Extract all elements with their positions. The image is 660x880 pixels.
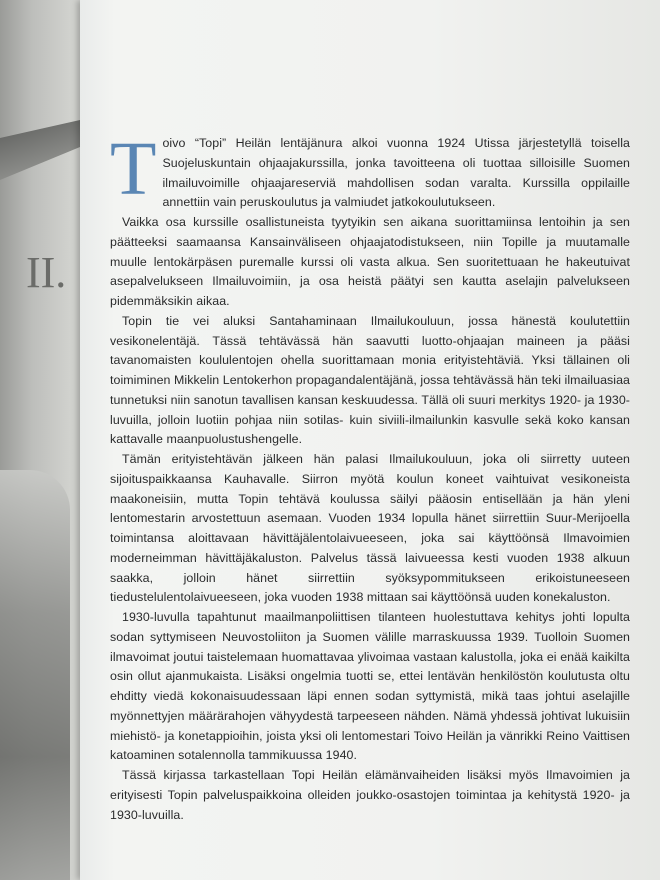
drop-cap: T <box>110 127 157 211</box>
article-body <box>110 127 630 825</box>
paragraph-5: 1930-luvulla tapahtunut maailmanpoliittisen tilanteen huolestuttava kehitys johti lopulta sodan syttymiseen Neuvostoliiton ja Suomen välille marraskuussa 1939. Tuolloin Suomen ilmavoimat joutui taistelemaan huomattavaa ylivoimaa vastaan kalustolla, joka ei enää kaikilta osin ollut ajanmukaista. Lisäksi ongelmia tuotti se, ettei lentävän henkilöstön koulutusta oltu ehditty viedä kokonaisuudessaan läpi ennen sodan syttymistä, mikä taas johtui aselajille myönnettyjen määrärahojen vähyydestä tarpeeseen nähden. Nämä yhdessä johtivat lukuisiin miehistö- ja konetappioihin, joista yksi oli lentomestari Toivo Heilän ja vänrikki Reino Vaittisen katoaminen sotalennolla tammikuussa 1940. <box>110 610 630 763</box>
paragraph-1 <box>110 127 630 213</box>
paragraph-2: Vaikka osa kurssille osallistuneista tyytyikin sen aikana suorittamiinsa lentoihin ja sen päätteeksi saamaansa Kansainväliseen ohjaajatodistukseen, niin Topille ja muutamalle muulle lentokärpäsen puremalle kurssi oli vasta alkua. Sen suoritettuaan he hakeutuivat asepalvelukseen Ilmailuvoimiin, ja osa heistä päätyi sen kautta aselajin palvelukseen pidemmäksikin aikaa. <box>110 215 630 308</box>
book-page <box>80 0 660 880</box>
aircraft-wing-image <box>0 120 80 180</box>
paragraph-1-text: oivo “Topi” Heilän lentäjänura alkoi vuonna 1924 Utissa järjestetyllä toisella Suojeluskuntain ohjaajakurssilla, jonka tavoitteena oli tuottaa silloisille Suomen ilmailuvoimille ohjaajareserviä mahdollisen sodan varalta. Kurssilla oppilaille annettiin vain peruskoulutus ja valmiudet jatkokoulutukseen. <box>162 136 630 210</box>
background-photo <box>0 0 80 880</box>
paragraph-6: Tässä kirjassa tarkastellaan Topi Heilän elämänvaiheiden lisäksi myös Ilmavoimien ja erityisesti Topin palveluspaikkoina olleiden joukko-osastojen toimintaa ja kehitystä 1920- ja 1930-luvuilla. <box>110 768 630 822</box>
paragraph-3: Topin tie vei aluksi Santahaminaan Ilmailukouluun, jossa hänestä koulutettiin vesikonelentäjä. Tässä tehtävässä hän saavutti luotto-ohjaajan maineen ja pääsi tavanomaisten koululentojen ohella suorittamaan monia erityistehtäviä. Yksi tällainen oli toimiminen Mikkelin Lentokerhon propagandalentäjänä, jossa tehtävässä hän teki ilmailuasiaa tunnetuksi niin sanotun tavallisen kansan keskuudessa. Tällä oli suuri merkitys 1920- ja 1930-luvuilla, jolloin luotiin pohjaa niin sotilas- kuin siviili-ilmailunkin kasvulle sekä koko kansan kattavalle maanpuolustushengelle. <box>110 313 630 447</box>
aircraft-marking: II. <box>26 248 67 297</box>
paragraph-4: Tämän erityistehtävän jälkeen hän palasi Ilmailukouluun, joka oli siirretty uuteen sijoituspaikkaansa Kauhavalle. Siirron myötä koulun koneet vaihtuivat vesikoneista maakoneisiin, mutta Topin tehtävä koulussa säilyi pääosin entisellään ja hän yleni lentomestarin arvostettuun asemaan. Vuoden 1934 lopulla hänet siirrettiin Suur-Merijoella toimintansa aloittavaan hävittäjälentolaivueeseen, joka sai käyttöönsä Ilmavoimien moderneimman hävittäjäkaluston. Palvelus tässä laivueessa kesti vuoden 1938 alkuun saakka, jolloin hänet siirrettiin syöksypommitukseen erikoistuneeseen tiedustelulentolaivueeseen, joka vuoden 1938 mittaan sai käyttöönsä uuden konekaluston. <box>110 452 630 605</box>
pilot-figure-image <box>0 470 70 880</box>
